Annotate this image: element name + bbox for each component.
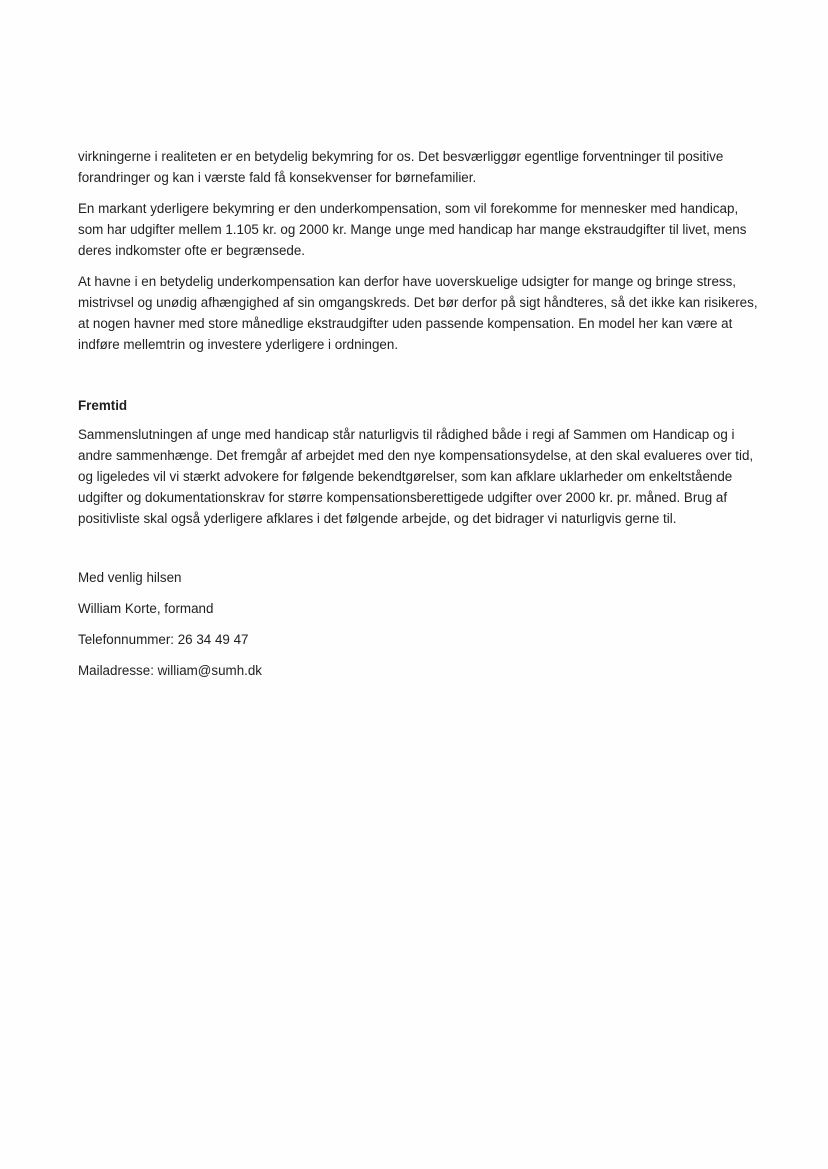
- section-paragraph: Sammenslutningen af unge med handicap står naturligvis til rådighed både i regi af Sammen om Handicap og i andre sammenhænge. Det fremgår af arbejdet med den nye kompensationsydelse, at den skal evalueres over tid, og ligeledes vil vi stærkt advokere for følgende bekendtgørelser, som kan afklare uklarheder om enkeltstående udgifter og dokumentationskrav for større kompensationsberettigede udgifter over 2000 kr. pr. måned. Brug af positivliste skal også yderligere afklares i det følgende arbejde, og det bidrager vi naturligvis gerne til.: [78, 427, 754, 526]
- email-address: Mailadresse: william@sumh.dk: [78, 663, 263, 678]
- body-paragraph-3: At havne i en betydelig underkompensation kan derfor have uoverskuelige udsigter for mange og bringe stress, mistrivsel og unødig afhængighed af sin omgangskreds. Det bør derfor på sigt håndteres, så det ikke kan risikeres, at nogen havner med store månedlige ekstraudgifter uden passende kompensation. En model her kan være at indføre mellemtrin og investere yderligere i ordningen.: [78, 274, 758, 352]
- body-paragraph-2: En markant yderligere bekymring er den underkompensation, som vil forekomme for mennesker med handicap, som har udgifter mellem 1.105 kr. og 2000 kr. Mange unge med handicap har mange ekstraudgifter til livet, mens deres indkomster ofte er begrænsede.: [78, 201, 747, 258]
- closing-text: Med venlig hilsen: [78, 570, 182, 585]
- document-body: [78, 146, 758, 691]
- signature-block: [78, 567, 758, 681]
- phone-number: Telefonnummer: 26 34 49 47: [78, 632, 249, 647]
- section-heading: Fremtid: [78, 398, 128, 413]
- body-paragraph-1: virkningerne i realiteten er en betydelig bekymring for os. Det besværliggør egentlige forventninger til positive forandringer og kan i værste fald få konsekvenser for børnefamilier.: [78, 149, 724, 185]
- signer-name: William Korte, formand: [78, 601, 214, 616]
